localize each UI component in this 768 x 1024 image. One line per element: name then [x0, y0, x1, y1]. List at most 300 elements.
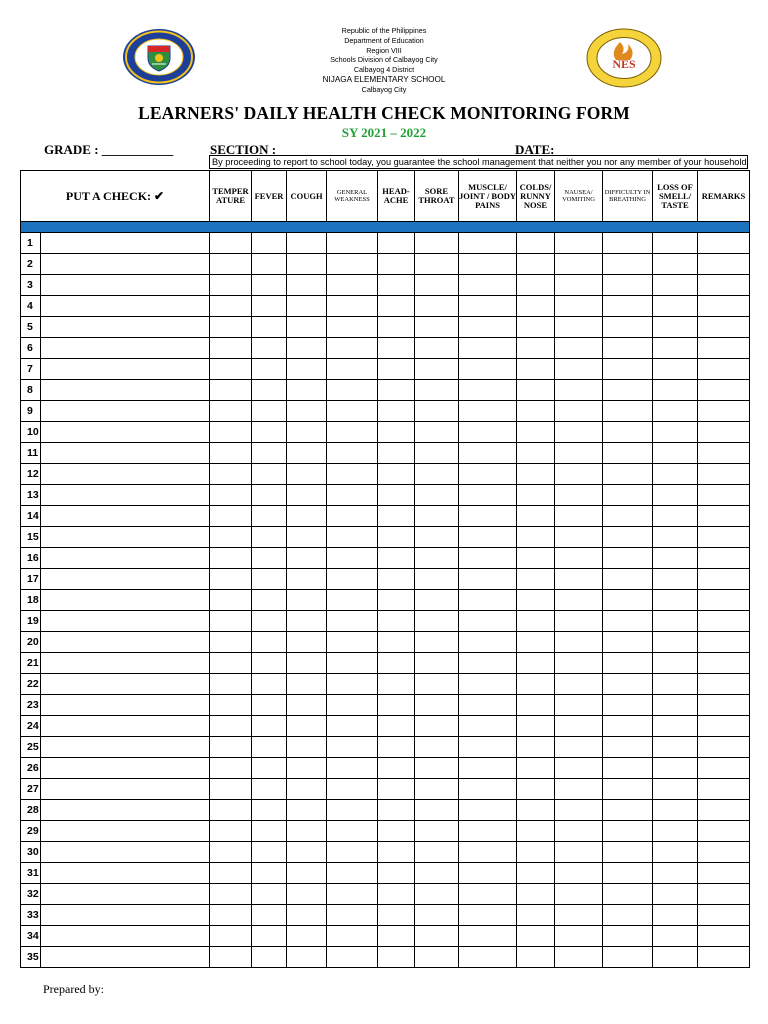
check-cell[interactable] [415, 338, 459, 359]
check-cell[interactable] [287, 464, 327, 485]
check-cell[interactable] [252, 254, 287, 275]
check-cell[interactable] [698, 380, 750, 401]
check-cell[interactable] [210, 758, 252, 779]
check-cell[interactable] [252, 590, 287, 611]
check-cell[interactable] [517, 779, 555, 800]
check-cell[interactable] [210, 527, 252, 548]
check-cell[interactable] [517, 758, 555, 779]
check-cell[interactable] [210, 338, 252, 359]
check-cell[interactable] [287, 842, 327, 863]
check-cell[interactable] [287, 527, 327, 548]
check-cell[interactable] [415, 758, 459, 779]
check-cell[interactable] [459, 947, 517, 968]
check-cell[interactable] [378, 632, 415, 653]
check-cell[interactable] [653, 758, 698, 779]
check-cell[interactable] [698, 443, 750, 464]
check-cell[interactable] [555, 401, 603, 422]
check-cell[interactable] [210, 653, 252, 674]
check-cell[interactable] [327, 590, 378, 611]
check-cell[interactable] [287, 506, 327, 527]
check-cell[interactable] [327, 821, 378, 842]
check-cell[interactable] [287, 590, 327, 611]
check-cell[interactable] [459, 548, 517, 569]
check-cell[interactable] [459, 464, 517, 485]
check-cell[interactable] [378, 569, 415, 590]
learner-name-cell[interactable] [41, 737, 210, 758]
check-cell[interactable] [287, 758, 327, 779]
check-cell[interactable] [287, 674, 327, 695]
check-cell[interactable] [287, 485, 327, 506]
check-cell[interactable] [653, 317, 698, 338]
check-cell[interactable] [415, 401, 459, 422]
check-cell[interactable] [210, 779, 252, 800]
check-cell[interactable] [459, 296, 517, 317]
check-cell[interactable] [555, 443, 603, 464]
check-cell[interactable] [555, 695, 603, 716]
check-cell[interactable] [415, 905, 459, 926]
check-cell[interactable] [517, 485, 555, 506]
check-cell[interactable] [287, 380, 327, 401]
check-cell[interactable] [653, 716, 698, 737]
check-cell[interactable] [378, 611, 415, 632]
check-cell[interactable] [415, 842, 459, 863]
check-cell[interactable] [653, 737, 698, 758]
check-cell[interactable] [415, 884, 459, 905]
check-cell[interactable] [459, 632, 517, 653]
check-cell[interactable] [252, 758, 287, 779]
check-cell[interactable] [252, 947, 287, 968]
check-cell[interactable] [698, 926, 750, 947]
check-cell[interactable] [603, 926, 653, 947]
check-cell[interactable] [378, 653, 415, 674]
check-cell[interactable] [517, 695, 555, 716]
check-cell[interactable] [698, 716, 750, 737]
check-cell[interactable] [415, 275, 459, 296]
check-cell[interactable] [287, 233, 327, 254]
check-cell[interactable] [459, 275, 517, 296]
check-cell[interactable] [415, 695, 459, 716]
check-cell[interactable] [653, 695, 698, 716]
check-cell[interactable] [517, 716, 555, 737]
check-cell[interactable] [415, 422, 459, 443]
check-cell[interactable] [459, 905, 517, 926]
check-cell[interactable] [555, 506, 603, 527]
check-cell[interactable] [653, 632, 698, 653]
check-cell[interactable] [327, 254, 378, 275]
check-cell[interactable] [210, 422, 252, 443]
check-cell[interactable] [378, 821, 415, 842]
check-cell[interactable] [555, 863, 603, 884]
check-cell[interactable] [252, 569, 287, 590]
check-cell[interactable] [327, 905, 378, 926]
check-cell[interactable] [517, 653, 555, 674]
check-cell[interactable] [252, 716, 287, 737]
check-cell[interactable] [653, 779, 698, 800]
check-cell[interactable] [517, 674, 555, 695]
check-cell[interactable] [698, 485, 750, 506]
learner-name-cell[interactable] [41, 548, 210, 569]
check-cell[interactable] [252, 548, 287, 569]
learner-name-cell[interactable] [41, 422, 210, 443]
learner-name-cell[interactable] [41, 842, 210, 863]
check-cell[interactable] [287, 422, 327, 443]
check-cell[interactable] [210, 254, 252, 275]
check-cell[interactable] [378, 779, 415, 800]
check-cell[interactable] [415, 590, 459, 611]
check-cell[interactable] [459, 863, 517, 884]
check-cell[interactable] [555, 821, 603, 842]
learner-name-cell[interactable] [41, 758, 210, 779]
check-cell[interactable] [327, 548, 378, 569]
check-cell[interactable] [252, 863, 287, 884]
check-cell[interactable] [210, 737, 252, 758]
check-cell[interactable] [327, 275, 378, 296]
check-cell[interactable] [517, 380, 555, 401]
check-cell[interactable] [459, 800, 517, 821]
check-cell[interactable] [287, 317, 327, 338]
learner-name-cell[interactable] [41, 569, 210, 590]
check-cell[interactable] [252, 527, 287, 548]
learner-name-cell[interactable] [41, 527, 210, 548]
check-cell[interactable] [698, 947, 750, 968]
check-cell[interactable] [415, 569, 459, 590]
check-cell[interactable] [210, 632, 252, 653]
check-cell[interactable] [378, 590, 415, 611]
check-cell[interactable] [603, 674, 653, 695]
learner-name-cell[interactable] [41, 779, 210, 800]
learner-name-cell[interactable] [41, 485, 210, 506]
learner-name-cell[interactable] [41, 233, 210, 254]
check-cell[interactable] [459, 485, 517, 506]
check-cell[interactable] [517, 527, 555, 548]
check-cell[interactable] [252, 338, 287, 359]
check-cell[interactable] [415, 380, 459, 401]
check-cell[interactable] [327, 863, 378, 884]
check-cell[interactable] [210, 485, 252, 506]
check-cell[interactable] [459, 443, 517, 464]
check-cell[interactable] [378, 905, 415, 926]
check-cell[interactable] [603, 611, 653, 632]
check-cell[interactable] [459, 674, 517, 695]
check-cell[interactable] [517, 233, 555, 254]
check-cell[interactable] [378, 758, 415, 779]
check-cell[interactable] [327, 233, 378, 254]
check-cell[interactable] [603, 842, 653, 863]
check-cell[interactable] [210, 569, 252, 590]
learner-name-cell[interactable] [41, 695, 210, 716]
check-cell[interactable] [287, 611, 327, 632]
check-cell[interactable] [459, 716, 517, 737]
check-cell[interactable] [327, 611, 378, 632]
check-cell[interactable] [459, 590, 517, 611]
check-cell[interactable] [555, 800, 603, 821]
check-cell[interactable] [603, 632, 653, 653]
check-cell[interactable] [698, 737, 750, 758]
check-cell[interactable] [210, 611, 252, 632]
check-cell[interactable] [252, 275, 287, 296]
check-cell[interactable] [555, 590, 603, 611]
check-cell[interactable] [327, 779, 378, 800]
check-cell[interactable] [415, 296, 459, 317]
learner-name-cell[interactable] [41, 401, 210, 422]
check-cell[interactable] [698, 317, 750, 338]
check-cell[interactable] [555, 296, 603, 317]
check-cell[interactable] [603, 254, 653, 275]
check-cell[interactable] [415, 443, 459, 464]
learner-name-cell[interactable] [41, 716, 210, 737]
check-cell[interactable] [415, 737, 459, 758]
learner-name-cell[interactable] [41, 674, 210, 695]
check-cell[interactable] [555, 338, 603, 359]
check-cell[interactable] [653, 947, 698, 968]
learner-name-cell[interactable] [41, 380, 210, 401]
check-cell[interactable] [415, 947, 459, 968]
check-cell[interactable] [415, 233, 459, 254]
check-cell[interactable] [555, 359, 603, 380]
check-cell[interactable] [210, 233, 252, 254]
check-cell[interactable] [327, 674, 378, 695]
check-cell[interactable] [653, 506, 698, 527]
check-cell[interactable] [517, 926, 555, 947]
check-cell[interactable] [378, 842, 415, 863]
check-cell[interactable] [210, 296, 252, 317]
check-cell[interactable] [555, 737, 603, 758]
check-cell[interactable] [653, 863, 698, 884]
check-cell[interactable] [459, 380, 517, 401]
check-cell[interactable] [653, 485, 698, 506]
check-cell[interactable] [415, 527, 459, 548]
check-cell[interactable] [459, 884, 517, 905]
check-cell[interactable] [378, 548, 415, 569]
learner-name-cell[interactable] [41, 464, 210, 485]
check-cell[interactable] [459, 758, 517, 779]
check-cell[interactable] [210, 695, 252, 716]
check-cell[interactable] [378, 464, 415, 485]
check-cell[interactable] [603, 695, 653, 716]
check-cell[interactable] [603, 296, 653, 317]
check-cell[interactable] [555, 233, 603, 254]
check-cell[interactable] [603, 821, 653, 842]
check-cell[interactable] [378, 695, 415, 716]
check-cell[interactable] [698, 800, 750, 821]
check-cell[interactable] [210, 716, 252, 737]
check-cell[interactable] [517, 569, 555, 590]
check-cell[interactable] [287, 821, 327, 842]
check-cell[interactable] [698, 821, 750, 842]
check-cell[interactable] [459, 233, 517, 254]
check-cell[interactable] [555, 905, 603, 926]
check-cell[interactable] [378, 800, 415, 821]
check-cell[interactable] [555, 527, 603, 548]
check-cell[interactable] [459, 821, 517, 842]
check-cell[interactable] [415, 254, 459, 275]
check-cell[interactable] [555, 317, 603, 338]
check-cell[interactable] [327, 842, 378, 863]
check-cell[interactable] [415, 359, 459, 380]
check-cell[interactable] [459, 359, 517, 380]
check-cell[interactable] [252, 653, 287, 674]
check-cell[interactable] [327, 401, 378, 422]
check-cell[interactable] [603, 569, 653, 590]
check-cell[interactable] [653, 296, 698, 317]
check-cell[interactable] [415, 464, 459, 485]
check-cell[interactable] [698, 569, 750, 590]
check-cell[interactable] [517, 590, 555, 611]
date-field[interactable]: DATE: ______________________ [515, 142, 701, 157]
check-cell[interactable] [698, 233, 750, 254]
check-cell[interactable] [653, 464, 698, 485]
check-cell[interactable] [252, 779, 287, 800]
check-cell[interactable] [210, 884, 252, 905]
check-cell[interactable] [653, 674, 698, 695]
check-cell[interactable] [698, 275, 750, 296]
check-cell[interactable] [210, 590, 252, 611]
check-cell[interactable] [252, 506, 287, 527]
check-cell[interactable] [517, 359, 555, 380]
check-cell[interactable] [653, 275, 698, 296]
check-cell[interactable] [517, 296, 555, 317]
check-cell[interactable] [653, 401, 698, 422]
check-cell[interactable] [555, 842, 603, 863]
check-cell[interactable] [555, 485, 603, 506]
check-cell[interactable] [653, 422, 698, 443]
check-cell[interactable] [252, 296, 287, 317]
check-cell[interactable] [287, 800, 327, 821]
check-cell[interactable] [327, 317, 378, 338]
check-cell[interactable] [210, 401, 252, 422]
check-cell[interactable] [287, 632, 327, 653]
check-cell[interactable] [555, 716, 603, 737]
check-cell[interactable] [287, 863, 327, 884]
check-cell[interactable] [287, 296, 327, 317]
check-cell[interactable] [327, 527, 378, 548]
check-cell[interactable] [252, 695, 287, 716]
check-cell[interactable] [459, 254, 517, 275]
check-cell[interactable] [698, 842, 750, 863]
check-cell[interactable] [287, 716, 327, 737]
check-cell[interactable] [698, 296, 750, 317]
check-cell[interactable] [327, 653, 378, 674]
check-cell[interactable] [603, 359, 653, 380]
learner-name-cell[interactable] [41, 275, 210, 296]
check-cell[interactable] [517, 464, 555, 485]
check-cell[interactable] [415, 800, 459, 821]
learner-name-cell[interactable] [41, 359, 210, 380]
check-cell[interactable] [603, 275, 653, 296]
check-cell[interactable] [698, 695, 750, 716]
check-cell[interactable] [252, 926, 287, 947]
check-cell[interactable] [415, 653, 459, 674]
check-cell[interactable] [517, 338, 555, 359]
check-cell[interactable] [517, 905, 555, 926]
check-cell[interactable] [252, 317, 287, 338]
check-cell[interactable] [603, 737, 653, 758]
check-cell[interactable] [327, 569, 378, 590]
check-cell[interactable] [603, 716, 653, 737]
check-cell[interactable] [555, 548, 603, 569]
check-cell[interactable] [555, 632, 603, 653]
check-cell[interactable] [327, 380, 378, 401]
check-cell[interactable] [287, 359, 327, 380]
check-cell[interactable] [517, 275, 555, 296]
check-cell[interactable] [653, 569, 698, 590]
check-cell[interactable] [252, 632, 287, 653]
check-cell[interactable] [415, 674, 459, 695]
check-cell[interactable] [653, 380, 698, 401]
check-cell[interactable] [378, 674, 415, 695]
check-cell[interactable] [517, 611, 555, 632]
check-cell[interactable] [698, 590, 750, 611]
check-cell[interactable] [252, 380, 287, 401]
check-cell[interactable] [327, 485, 378, 506]
check-cell[interactable] [517, 842, 555, 863]
check-cell[interactable] [327, 422, 378, 443]
check-cell[interactable] [555, 653, 603, 674]
learner-name-cell[interactable] [41, 653, 210, 674]
check-cell[interactable] [555, 464, 603, 485]
check-cell[interactable] [378, 506, 415, 527]
check-cell[interactable] [378, 422, 415, 443]
check-cell[interactable] [517, 254, 555, 275]
check-cell[interactable] [603, 884, 653, 905]
check-cell[interactable] [653, 443, 698, 464]
check-cell[interactable] [327, 800, 378, 821]
check-cell[interactable] [603, 947, 653, 968]
check-cell[interactable] [459, 317, 517, 338]
check-cell[interactable] [698, 863, 750, 884]
check-cell[interactable] [210, 359, 252, 380]
check-cell[interactable] [287, 401, 327, 422]
check-cell[interactable] [210, 464, 252, 485]
check-cell[interactable] [698, 611, 750, 632]
check-cell[interactable] [415, 632, 459, 653]
check-cell[interactable] [459, 779, 517, 800]
check-cell[interactable] [210, 548, 252, 569]
check-cell[interactable] [517, 821, 555, 842]
check-cell[interactable] [378, 338, 415, 359]
check-cell[interactable] [252, 443, 287, 464]
check-cell[interactable] [287, 548, 327, 569]
learner-name-cell[interactable] [41, 800, 210, 821]
check-cell[interactable] [378, 737, 415, 758]
learner-name-cell[interactable] [41, 590, 210, 611]
check-cell[interactable] [555, 674, 603, 695]
check-cell[interactable] [555, 380, 603, 401]
check-cell[interactable] [459, 926, 517, 947]
check-cell[interactable] [378, 401, 415, 422]
check-cell[interactable] [327, 695, 378, 716]
check-cell[interactable] [378, 380, 415, 401]
check-cell[interactable] [603, 506, 653, 527]
check-cell[interactable] [378, 926, 415, 947]
check-cell[interactable] [210, 863, 252, 884]
check-cell[interactable] [415, 317, 459, 338]
check-cell[interactable] [653, 926, 698, 947]
check-cell[interactable] [459, 401, 517, 422]
check-cell[interactable] [287, 338, 327, 359]
check-cell[interactable] [653, 527, 698, 548]
check-cell[interactable] [517, 800, 555, 821]
check-cell[interactable] [653, 842, 698, 863]
check-cell[interactable] [252, 800, 287, 821]
check-cell[interactable] [415, 821, 459, 842]
check-cell[interactable] [653, 800, 698, 821]
learner-name-cell[interactable] [41, 506, 210, 527]
check-cell[interactable] [415, 611, 459, 632]
check-cell[interactable] [698, 464, 750, 485]
check-cell[interactable] [287, 926, 327, 947]
check-cell[interactable] [327, 926, 378, 947]
